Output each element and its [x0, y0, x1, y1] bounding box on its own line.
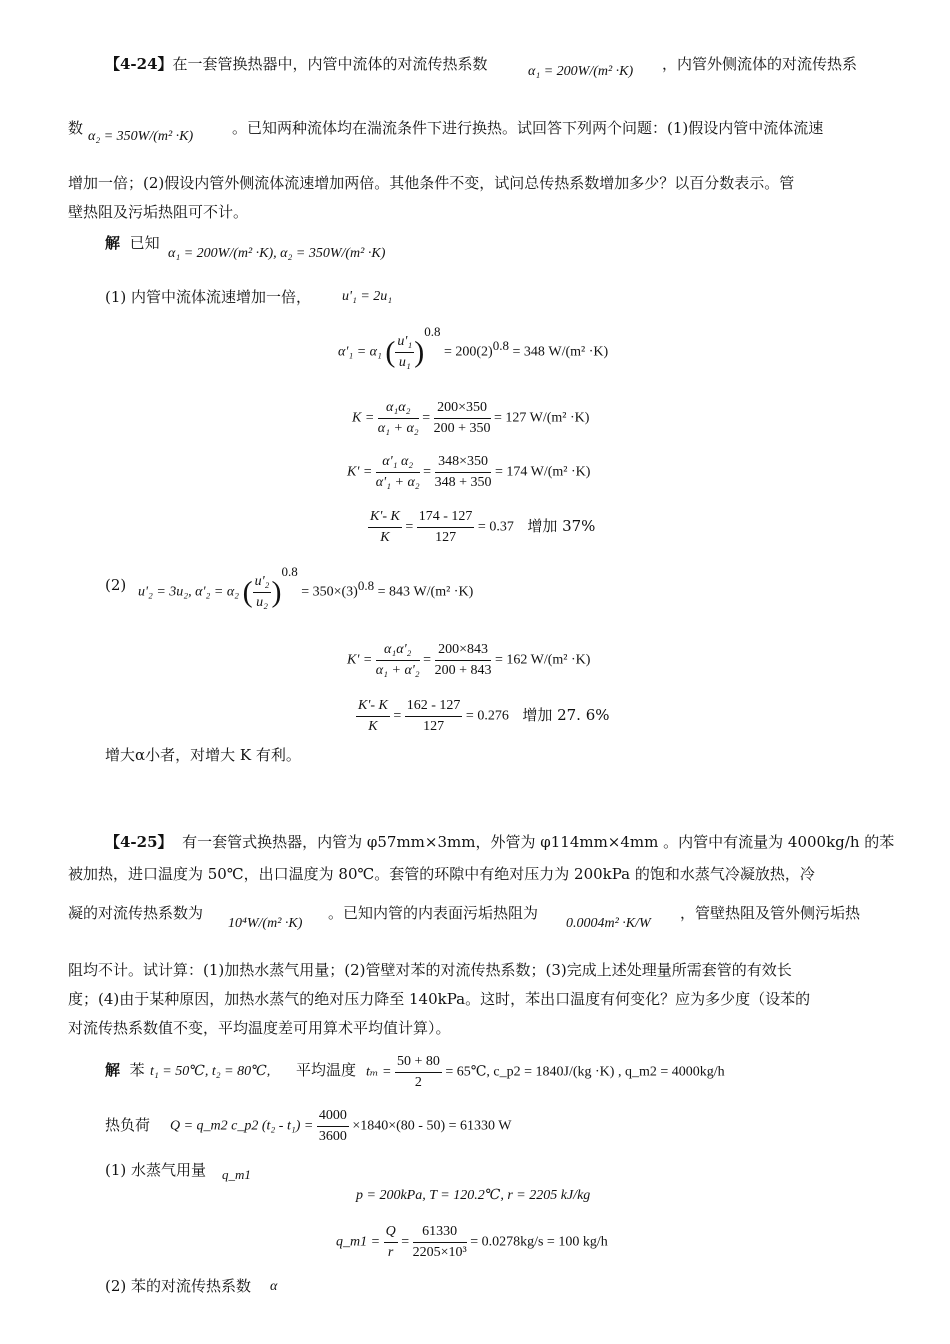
fraction: $\frac{Q}{r}$	[385, 1224, 396, 1260]
equation-velocity: u'₁ = 2u₁	[342, 289, 393, 304]
fraction: $\frac{174 - 127}{127}$	[418, 509, 473, 545]
fraction: $\frac{162 - 127}{127}$	[406, 698, 461, 734]
problem-4-25-line-1: 【4-25】 有一套管式换热器，内管为 φ57mm×3mm，外管为 φ114mm×4mm 。内管中有流量为 4000kg/h 的苯	[105, 833, 895, 851]
equation-temperatures: t₁ = 50℃, t₂ = 80℃,	[150, 1064, 271, 1079]
text: 。已知两种流体均在湍流条件下进行换热。试回答下列两个问题：(1)假设内管中流体流速	[232, 119, 824, 137]
equation-steam-coefficient: 10⁴W/(m² ·K)	[228, 916, 303, 931]
fraction: $\frac{K'- K}{K}$	[358, 698, 388, 734]
fraction: $\frac{200\times 350}{200 + 350}$	[433, 400, 491, 436]
text: 对流传热系数值不变，平均温度差可用算术平均值计算）。	[68, 1019, 451, 1037]
fraction: $\frac{K'- K}{K}$	[370, 509, 400, 545]
fraction: $\frac{4000}{3600}$	[318, 1108, 347, 1144]
fraction: $\frac{\text{u'₂}}{\text{u₂}}$	[254, 574, 270, 610]
problem-4-24-line-1	[105, 54, 488, 74]
symbol: q_m1	[222, 1167, 251, 1182]
equation-heat-load: Q = q_m2 c_p2 (t₂ - t₁) = $\frac{4000}{3600}$ ×1840×(80 - 50) = 61330 W	[170, 1106, 511, 1147]
fraction: $\frac{\text{α₁α₂}}{\text{α₁ + α₂}}$	[377, 400, 419, 436]
text: (2) 苯的对流传热系数	[105, 1277, 252, 1295]
text: (2)	[105, 576, 127, 594]
text: 凝的对流传热系数为	[68, 904, 204, 922]
solution-line: 解 苯	[105, 1061, 145, 1079]
problem-tag: 【4-25】	[105, 833, 173, 851]
text: 被加热，进口温度为 50℃，出口温度为 80℃。套管的环隙中有绝对压力为 200kPa 的饱和水蒸气冷凝放热，冷	[68, 865, 815, 883]
equation-mean-temperature: tₘ = $\frac{50 + 80}{2}$ = 65℃, c_p2 = 1840J/(kg ·K) , q_m2 = 4000kg/h	[366, 1052, 725, 1093]
text: 热负荷	[105, 1116, 151, 1134]
fraction: $\frac{61330}{\text{2205×10³}}$	[412, 1224, 467, 1260]
equation-alpha1-prime: α'₁ = α₁ ( $\frac{\text{u'₁}}{\text{u₁}}$ )$^{0.8} = 200(2)^{0.8} = 348$ W/(m² ·K)	[338, 332, 608, 373]
solution-known-line	[105, 233, 160, 253]
text: 平均温度	[296, 1061, 357, 1079]
problem-tag: 【4-24】	[105, 55, 173, 73]
equation-K-prime: K' = $\frac{\text{α'₁ α₂}}{\text{α'₁ + α₂}}$ = $\frac{348\times 350}{348 + 350}$ = 174 W/(m² ·K)	[347, 452, 590, 493]
solution-label: 解	[105, 234, 121, 252]
text: ，内管外侧流体的对流传热系	[662, 55, 858, 73]
equation-K-prime-2: K' = $\frac{\text{α₁α'₂}}{\text{α₁ + α'₂}}$ = $\frac{200\times 843}{200 + 843}$ = 162 W/(m² ·K)	[347, 640, 590, 681]
text: 阻均不计。试计算：(1)加热水蒸气用量；(2)管壁对苯的对流传热系数；(3)完成上述处理量所需套管的有效长	[68, 961, 792, 979]
text: 已知	[129, 234, 160, 252]
equation-alpha1: α₁ = 200W/(m² ·K)	[528, 64, 634, 79]
symbol: α	[270, 1279, 278, 1294]
equation-steam-properties: p = 200kPa, T = 120.2℃, r = 2205 kJ/kg	[356, 1188, 591, 1203]
equation-alpha2: α₂ = 350W/(m² ·K)	[88, 129, 194, 144]
equation-increase-2: $\frac{K'- K}{K}$ = $\frac{162 - 127}{127}$ = 0.276 增加 27. 6%	[356, 696, 610, 737]
fraction: $\frac{348\times 350}{348 + 350}$	[434, 454, 492, 490]
fraction: $\frac{\text{u'₁}}{\text{u₁}}$	[397, 334, 413, 370]
equation-alpha2-prime: u'₂ = 3u₂, α'₂ = α₂ ( $\frac{\text{u'₂}}{\text{u₂}}$ )$^{0.8} = 350\times(3)^{0.8} = 843$ W/(m² ·K)	[138, 572, 473, 613]
text: 壁热阻及污垢热阻可不计。	[68, 203, 249, 221]
fraction: $\frac{\text{α'₁ α₂}}{\text{α'₁ + α₂}}$	[375, 454, 420, 490]
equation-K: K = $\frac{\text{α₁α₂}}{\text{α₁ + α₂}}$ = $\frac{200\times 350}{200 + 350}$ = 127 W/(m² ·K)	[352, 398, 589, 439]
equation-increase-1: $\frac{K'- K}{K}$ = $\frac{174 - 127}{127}$ = 0.37 增加 37%	[368, 507, 595, 548]
equation-known: α₁ = 200W/(m² ·K), α₂ = 350W/(m² ·K)	[168, 246, 386, 261]
text: 在一套管换热器中，内管中流体的对流传热系数	[172, 55, 488, 73]
text: 。已知内管的内表面污垢热阻为	[328, 904, 539, 922]
solution-label: 解	[105, 1061, 121, 1079]
text: 增加一倍；(2)假设内管外侧流体流速增加两倍。其他条件不变，试问总传热系数增加多少？以百分数表示。管	[68, 174, 795, 192]
text: 数	[68, 119, 84, 137]
text: 度；(4)由于某种原因，加热水蒸气的绝对压力降至 140kPa。这时，苯出口温度有何变化？应为多少度（设苯的	[68, 990, 811, 1008]
equation-fouling-resistance: 0.0004m² ·K/W	[566, 916, 651, 931]
text: ，管壁热阻及管外侧污垢热	[680, 904, 861, 922]
text: (1) 水蒸气用量	[105, 1161, 207, 1179]
fraction: $\frac{50 + 80}{2}$	[396, 1054, 440, 1090]
fraction: $\frac{200\times 843}{200 + 843}$	[434, 642, 492, 678]
equation-steam-usage: q_m1 = $\frac{Q}{r}$ = $\frac{61330}{\text{2205×10³}}$ = 0.0278kg/s = 100 kg/h	[336, 1222, 608, 1263]
fraction: $\frac{\text{α₁α'₂}}{\text{α₁ + α'₂}}$	[375, 642, 420, 678]
conclusion: 增大α小者，对增大 K 有利。	[105, 746, 301, 764]
text: (1) 内管中流体流速增加一倍，	[105, 288, 312, 306]
